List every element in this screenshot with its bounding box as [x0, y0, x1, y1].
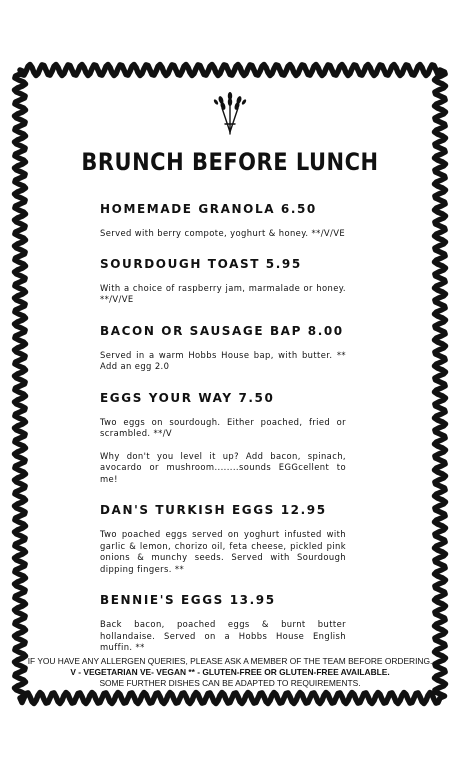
- menu-item: [100, 391, 346, 486]
- adaptation-note: SOME FURTHER DISHES CAN BE ADAPTED TO REQUIREMENTS.: [99, 678, 361, 688]
- menu-item-description: Two eggs on sourdough. Either poached, fried or scrambled. **/V: [100, 416, 346, 438]
- menu-item: [100, 257, 346, 306]
- menu-title: BRUNCH BEFORE LUNCH: [81, 148, 379, 176]
- dietary-key: V - VEGETARIAN VE- VEGAN ** - GLUTEN-FREE OR GLUTEN-FREE AVAILABLE.: [70, 667, 390, 677]
- menu-item-name: DAN'S TURKISH EGGS 12.95: [100, 503, 327, 517]
- menu-item-description: Served in a warm Hobbs House bap, with butter. ** Add an egg 2.0: [100, 349, 346, 371]
- menu-item-upgrade-note: Why don't you level it up? Add bacon, spinach, avocardo or mushroom........sounds EGGcellent to me!: [100, 450, 346, 484]
- allergen-notice: IF YOU HAVE ANY ALLERGEN QUERIES, PLEASE ASK A MEMBER OF THE TEAM BEFORE ORDERING.: [27, 656, 433, 666]
- menu-item: [100, 202, 346, 240]
- menu-item-description: Two poached eggs served on yoghurt infusted with garlic & lemon, chorizo oil, feta cheese, pickled pink onions & munchy seeds. Served with Sourdough dipping fingers. **: [100, 529, 346, 574]
- menu-item-name: BACON OR SAUSAGE BAP 8.00: [100, 323, 344, 338]
- menu-item-name: BENNIE'S EGGS 13.95: [100, 593, 276, 607]
- menu-item: [100, 593, 346, 654]
- menu-item-description: With a choice of raspberry jam, marmalade or honey. **/V/VE: [100, 282, 346, 304]
- menu-item-description: Served with berry compote, yoghurt & honey. **/V/VE: [100, 228, 346, 238]
- menu-item-name: HOMEMADE GRANOLA 6.50: [100, 202, 317, 216]
- allergen-footer: [0, 656, 460, 689]
- menu-item: [100, 503, 346, 575]
- wheat-sheaf-icon: [212, 88, 248, 136]
- menu-item-description: Back bacon, poached eggs & burnt butter hollandaise. Served on a Hobbs House English muffin. **: [100, 619, 346, 652]
- menu-item-name: SOURDOUGH TOAST 5.95: [100, 256, 302, 271]
- menu-item: [100, 324, 346, 373]
- menu-list: [100, 202, 346, 654]
- menu-item-name: EGGS YOUR WAY 7.50: [100, 390, 275, 405]
